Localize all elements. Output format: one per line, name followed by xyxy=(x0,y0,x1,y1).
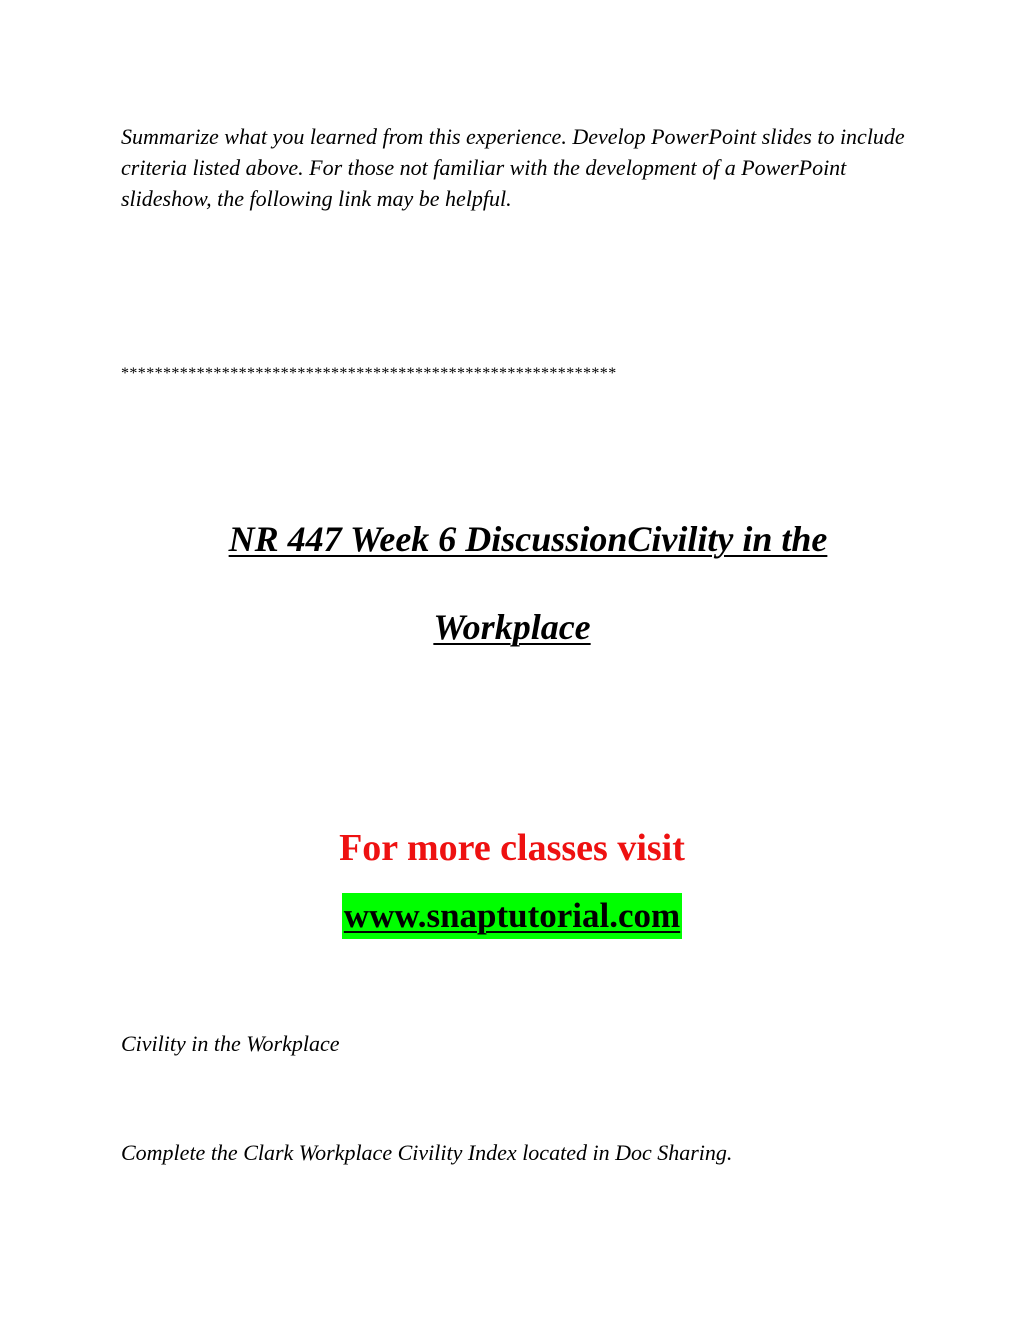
section-subtitle: Civility in the Workplace xyxy=(121,1031,340,1056)
intro-paragraph: Summarize what you learned from this experience. Develop PowerPoint slides to include criteria listed above. For those not familiar with the development of a PowerPoint slideshow, the following link may be helpful. xyxy=(121,124,905,211)
document-title-line-2: Workplace xyxy=(433,607,591,647)
document-title-line-1: NR 447 Week 6 DiscussionCivility in the xyxy=(228,519,828,559)
instruction-text: Complete the Clark Workplace Civility Index located in Doc Sharing. xyxy=(121,1140,733,1165)
asterisk-separator: *********************************************************** xyxy=(121,365,617,382)
promo-heading: For more classes visit xyxy=(339,827,685,869)
promo-link-container xyxy=(0,893,1024,939)
snaptutorial-link[interactable]: www.snaptutorial.com xyxy=(342,893,682,939)
